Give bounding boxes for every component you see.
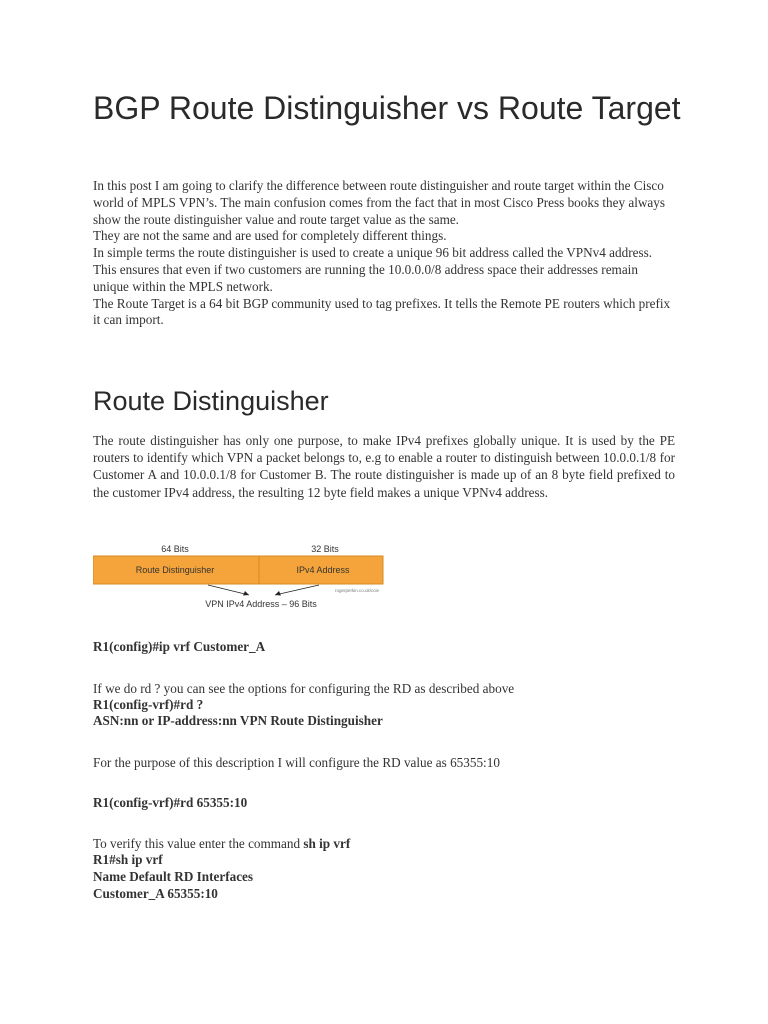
command-ip-vrf: R1(config)#ip vrf Customer_A (93, 639, 266, 654)
arrow-right-head (275, 591, 281, 596)
rd-question-text: If we do rd ? you can see the options for configuring the RD as described above (93, 681, 515, 696)
section-heading: Route Distinguisher (93, 386, 329, 416)
arrow-left (208, 585, 249, 595)
intro-paragraph: In simple terms the route distinguisher is used to create a unique 96 bit address called the VPNv4 address. (93, 245, 653, 261)
arrow-right (275, 585, 319, 595)
watermark-text: rogerperkin.co.uk/ccie (334, 588, 379, 593)
rd-paragraph: The route distinguisher has only one purpose, to make IPv4 prefixes globally unique. It is used by the PE routers to identify which VPN a packet belongs to, e.g to enable a router to distinguish between 10.0.0.1/8 for Customer A and 10.0.0.1/8 for Customer B. The route distinguisher is made up of an 8 byte field prefixed to the customer IPv4 address, the resulting 12 byte field makes a unique VPNv4 address. (93, 433, 675, 500)
right-bits-label: 32 Bits (311, 544, 339, 554)
intro-paragraph: In this post I am going to clarify the difference between route distinguisher and route target within the Cisco world of MPLS VPN’s. The main confusion comes from the fact that in most Cisco Press books they always show the route distinguisher value and route target value as the same. (93, 178, 666, 227)
intro-paragraph: This ensures that even if two customers are running the 10.0.0.0/8 address space their addresses remain unique within the MPLS network. (93, 261, 638, 294)
vrf-table-header: Name Default RD Interfaces (93, 869, 254, 884)
left-bits-label: 64 Bits (161, 544, 189, 554)
intro-text (93, 178, 675, 329)
vpnv4-address-diagram (93, 540, 385, 610)
verify-text-label: To verify this value enter the command (93, 836, 304, 851)
page-title: BGP Route Distinguisher vs Route Target (93, 90, 681, 126)
vrf-table-row: Customer_A 65355:10 (93, 886, 218, 901)
ipv4-address-label: IPv4 Address (296, 565, 350, 575)
verify-command: sh ip vrf (303, 836, 351, 851)
rd-format-output: ASN:nn or IP-address:nn VPN Route Distinguisher (93, 713, 383, 728)
command-rd-value: R1(config-vrf)#rd 65355:10 (93, 795, 248, 810)
intro-paragraph: They are not the same and are used for completely different things. (93, 228, 447, 244)
intro-paragraph: The Route Target is a 64 bit BGP community used to tag prefixes. It tells the Remote PE routers which prefix it can import. (93, 295, 671, 328)
command-sh-ip-vrf: R1#sh ip vrf (93, 852, 163, 867)
command-rd-question: R1(config-vrf)#rd ? (93, 697, 204, 712)
verify-text (93, 835, 350, 852)
route-distinguisher-label: Route Distinguisher (135, 565, 215, 575)
arrow-left-head (243, 591, 249, 596)
vpn-ipv4-address-label: VPN IPv4 Address – 96 Bits (205, 599, 317, 609)
config-description-text: For the purpose of this description I will configure the RD value as 65355:10 (93, 755, 500, 770)
